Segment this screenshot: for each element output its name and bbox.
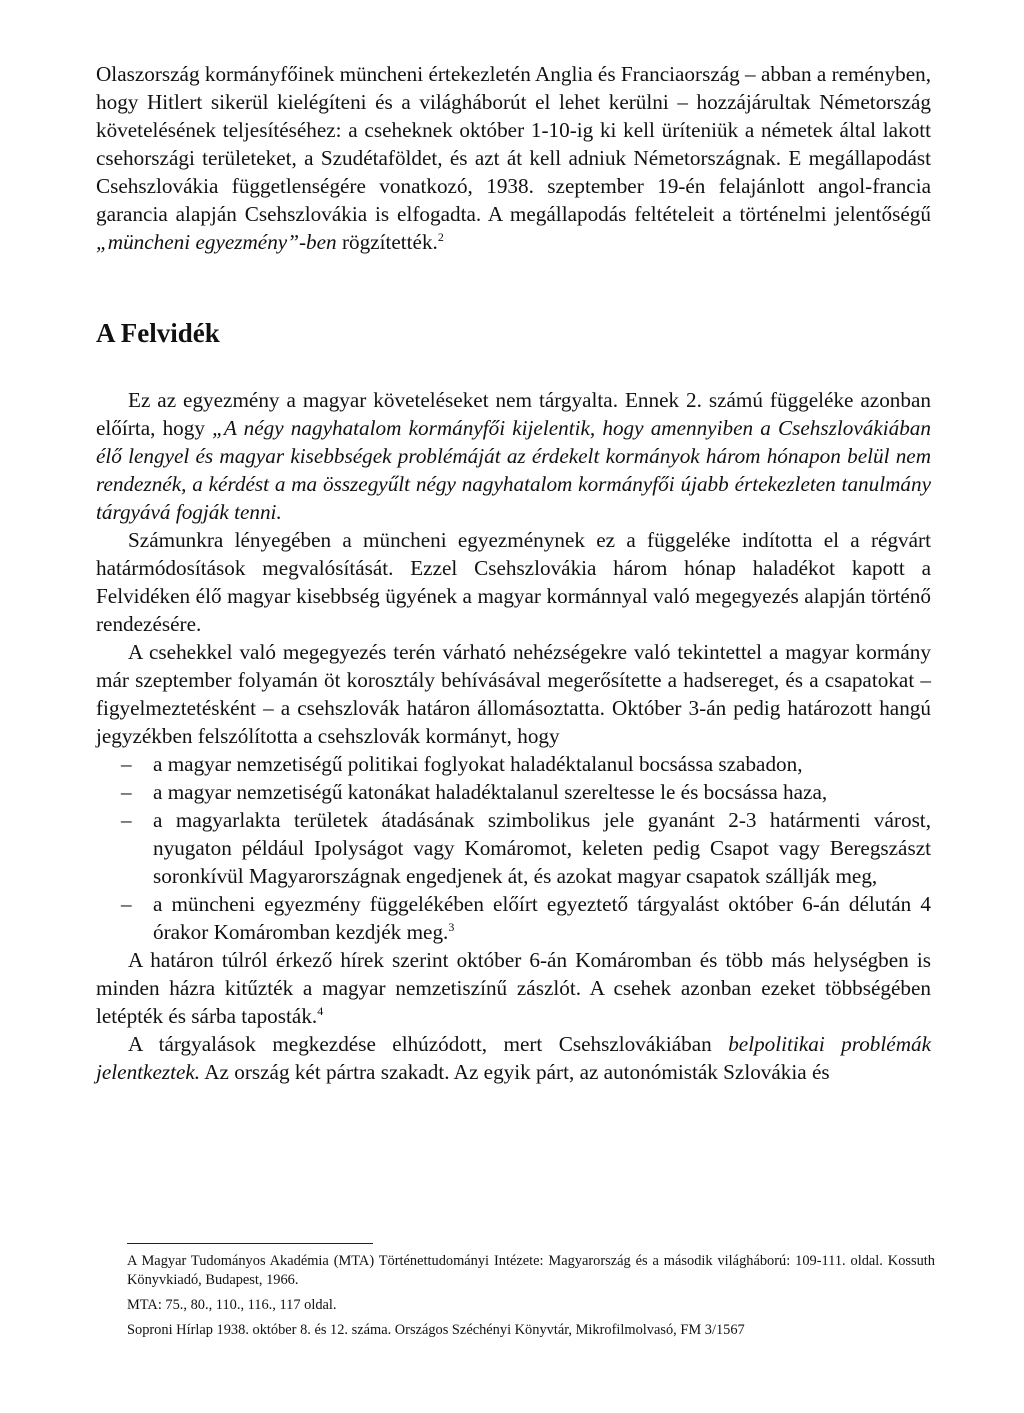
appendix-paragraph: Számunkra lényegében a müncheni egyezménynek ez a függeléke indította el a régvárt határmódosítások megvalósítását. Ezzel Csehszlovákia három hónap haladékot kapott a Felvidéken élő magyar kisebbség ügyének a magyar kormánnyal való megegyezés alapján történő rendezésére. <box>96 528 931 636</box>
list-item-text: a magyarlakta területek átadásának szimbolikus jele gyanánt 2-3 határmenti várost, nyugaton például Ipolyságot vagy Komáromot, keleten pedig Csapot vagy Beregszászt soronkívül Magyarországnak engedjenek át, és azokat magyar csapatok szállják meg, <box>153 808 931 888</box>
demands-list <box>96 750 931 946</box>
intro-tail: rögzítették. <box>336 230 438 254</box>
list-item-text: a müncheni egyezmény függelékében előírt egyeztető tárgyalást október 6-án délután 4 órakor Komáromban kezdjék meg. <box>153 892 931 944</box>
footnote-3: Soproni Hírlap 1938. október 8. és 12. száma. Országos Széchényi Könyvtár, Mikrofilmolvasó, FM 3/1567 <box>127 1322 745 1338</box>
flags-text: A határon túlról érkező hírek szerint október 6-án Komáromban és több más helységben is minden házra kitűzték a magyar nemzetiszínű zászlót. A csehek azonban ezeket többségében letépték és sárba taposták. <box>96 948 931 1028</box>
negotiations-text: A tárgyalások megkezdése elhúzódott, mert Csehszlovákiában <box>128 1032 729 1056</box>
section-heading: A Felvidék <box>96 318 220 348</box>
footnote-divider <box>127 1243 373 1244</box>
negotiations-emphasis: belpolitikai problémák jelentkeztek. <box>96 1032 931 1084</box>
government-paragraph: A csehekkel való megegyezés terén várható nehézségekre való tekintettel a magyar kormány már szeptember folyamán öt korosztály behívásával megerősítette a hadsereget, és a csapatokat – figyelmeztetésként – a csehszlovák határon állomásoztatta. Október 3-án pedig határozott hangú jegyzékben felszólította a csehszlovák kormányt, hogy <box>96 640 931 748</box>
list-item <box>96 778 931 806</box>
footnote-2: MTA: 75., 80., 110., 116., 117 oldal. <box>127 1297 337 1313</box>
page-body <box>96 60 931 1086</box>
intro-text: Olaszország kormányfőinek müncheni értekezletén Anglia és Franciaország – abban a reményben, hogy Hitlert sikerül kielégíteni és a világháborút el lehet kerülni – hozzájárultak Németország követelésének teljesítéséhez: a cseheknek október 1-10-ig ki kell üríteniük a németek által lakott csehországi területeket, a Szudétaföldet, és azt át kell adniuk Németországnak. E megállapodást Csehszlovákia függetlenségére vonatkozó, 1938. szeptember 19-én felajánlott angol-francia garancia alapján Csehszlovákia is elfogadta. A megállapodás feltételeit a történelmi jelentőségű <box>96 62 931 226</box>
list-item <box>96 890 931 946</box>
intro-emphasis: „müncheni egyezmény”-ben <box>96 230 337 254</box>
agreement-text: Ez az egyezmény a magyar követeléseket nem tárgyalta. Ennek 2. számú függeléke azonban előírta, hogy <box>96 388 931 440</box>
list-item-text: a magyar nemzetiségű katonákat haladéktalanul szereltesse le és bocsássa haza, <box>153 780 828 804</box>
footnotes <box>127 1252 935 1346</box>
footnote-1: A Magyar Tudományos Akadémia (MTA) Történettudományi Intézete: Magyarország és a második világháború: 109-111. oldal. Kossuth Könyvkiadó, Budapest, 1966. <box>127 1253 935 1288</box>
list-item <box>96 806 931 890</box>
negotiations-tail: Az ország két pártra szakadt. Az egyik párt, az autonómisták Szlovákia és <box>200 1060 830 1084</box>
list-dash: – <box>121 808 132 832</box>
agreement-quote: „A négy nagyhatalom kormányfői kijelentik, hogy amennyiben a Csehszlovákiában élő lengyel és magyar kisebbségek problémáját az érdekelt kormányok három hónapon belül nem rendeznék, a kérdést a ma összegyűlt négy nagyhatalom kormányfői újabb értekezleten tanulmány tárgyává fogják tenni. <box>96 416 931 524</box>
list-dash: – <box>121 780 132 804</box>
agreement-paragraph <box>96 386 931 526</box>
footnote-ref-3: 3 <box>448 920 455 934</box>
list-dash: – <box>121 892 132 916</box>
footnote-ref-4: 4 <box>317 1004 324 1018</box>
intro-paragraph <box>96 60 931 256</box>
list-item-text: a magyar nemzetiségű politikai foglyokat haladéktalanul bocsássa szabadon, <box>153 752 803 776</box>
footnote-ref-2: 2 <box>437 230 444 244</box>
flags-paragraph <box>96 946 931 1030</box>
list-item <box>96 750 931 778</box>
list-dash: – <box>121 752 132 776</box>
negotiations-paragraph <box>96 1030 931 1086</box>
